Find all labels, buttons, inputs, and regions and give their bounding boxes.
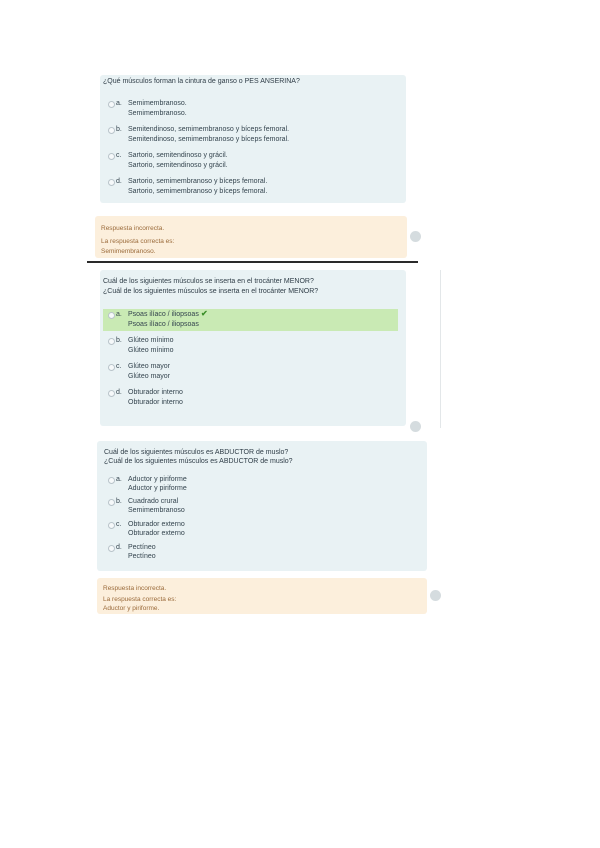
q1-option-b-radio[interactable] — [108, 127, 115, 134]
q2-option-d-radio[interactable] — [108, 390, 115, 397]
q1-feedback-status: Respuesta incorrecta. — [101, 225, 165, 232]
question-1-text: ¿Qué músculos forman la cintura de ganso o PES ANSERINA? — [103, 78, 300, 85]
q3-option-b-label[interactable]: Cuadrado crural — [128, 498, 179, 505]
flag-icon-2[interactable] — [410, 421, 421, 432]
flag-icon[interactable] — [410, 231, 421, 242]
q3-option-c-label[interactable]: Obturador externo — [128, 521, 185, 528]
q3-option-a-letter: a. — [116, 476, 122, 483]
q2-option-c-letter: c. — [116, 363, 122, 370]
q3-feedback-status: Respuesta incorrecta. — [103, 585, 167, 592]
q1-option-a-letter: a. — [116, 100, 122, 107]
q3-option-a-label-2: Aductor y piriforme — [128, 485, 187, 492]
q1-feedback-correct-label: La respuesta correcta es: — [101, 238, 175, 245]
q1-option-b-letter: b. — [116, 126, 122, 133]
q2-option-c-label-2: Glúteo mayor — [128, 373, 171, 380]
q2-option-b-radio[interactable] — [108, 338, 115, 345]
q2-option-a-letter: a. — [116, 311, 122, 318]
q1-option-a-label-2: Semimembranoso. — [128, 110, 187, 117]
q1-feedback-correct-answer: Semimembranoso. — [101, 248, 156, 255]
q3-option-d-label-2: Pectíneo — [128, 553, 156, 560]
q3-option-c-radio[interactable] — [108, 522, 115, 529]
q2-option-a-radio[interactable] — [108, 312, 115, 319]
q3-feedback-correct-label: La respuesta correcta es: — [103, 596, 177, 603]
q3-option-d-letter: d. — [116, 544, 122, 551]
q1-option-b-label-2: Semitendinoso, semimembranoso y bíceps femoral. — [128, 136, 290, 143]
question-3-text-2: ¿Cuál de los siguientes músculos es ABDUCTOR de muslo? — [104, 458, 293, 465]
q3-feedback-correct-answer: Aductor y piriforme. — [103, 605, 160, 612]
q2-option-c-radio[interactable] — [108, 364, 115, 371]
q3-option-b-radio[interactable] — [108, 499, 115, 506]
page-divider — [87, 261, 418, 263]
q1-option-c-letter: c. — [116, 152, 122, 159]
q2-option-b-label[interactable]: Glúteo mínimo — [128, 337, 174, 344]
q1-option-c-label-2: Sartorio, semitendinoso y grácil. — [128, 162, 228, 169]
q3-option-c-label-2: Obturador externo — [128, 530, 185, 537]
q2-option-c-label[interactable]: Glúteo mayor — [128, 363, 171, 370]
q2-option-d-letter: d. — [116, 389, 122, 396]
q2-option-d-label-2: Obturador interno — [128, 399, 183, 406]
q2-option-b-letter: b. — [116, 337, 122, 344]
question-2-text: Cuál de los siguientes músculos se inserta en el trocánter MENOR? — [103, 278, 314, 285]
scroll-divider — [440, 270, 441, 428]
q3-option-d-label[interactable]: Pectíneo — [128, 544, 156, 551]
q2-option-a-label-2: Psoas ilíaco / iliopsoas — [128, 321, 199, 328]
q2-option-d-label[interactable]: Obturador interno — [128, 389, 183, 396]
check-icon: ✔ — [201, 309, 208, 318]
q3-option-b-letter: b. — [116, 498, 122, 505]
q1-option-d-radio[interactable] — [108, 179, 115, 186]
q1-option-b-label[interactable]: Semitendinoso, semimembranoso y bíceps femoral. — [128, 126, 290, 133]
q2-option-b-label-2: Glúteo mínimo — [128, 347, 174, 354]
q3-option-b-label-2: Semimembranoso — [128, 507, 185, 514]
question-2-text-2: ¿Cuál de los siguientes músculos se inserta en el trocánter MENOR? — [103, 288, 319, 295]
q1-option-c-label[interactable]: Sartorio, semitendinoso y grácil. — [128, 152, 228, 159]
q3-option-a-label[interactable]: Aductor y piriforme — [128, 476, 187, 483]
question-3-text: Cuál de los siguientes músculos es ABDUCTOR de muslo? — [104, 449, 289, 456]
q3-option-d-radio[interactable] — [108, 545, 115, 552]
q1-option-c-radio[interactable] — [108, 153, 115, 160]
q1-option-a-label[interactable]: Semimembranoso. — [128, 100, 187, 107]
q3-option-a-radio[interactable] — [108, 477, 115, 484]
q2-option-a-label[interactable]: Psoas ilíaco / iliopsoas — [128, 311, 199, 318]
q1-option-d-label[interactable]: Sartorio, semimembranoso y bíceps femoral. — [128, 178, 268, 185]
q1-option-d-label-2: Sartorio, semimembranoso y bíceps femoral. — [128, 188, 268, 195]
q1-option-a-radio[interactable] — [108, 101, 115, 108]
q3-option-c-letter: c. — [116, 521, 122, 528]
q1-option-d-letter: d. — [116, 178, 122, 185]
flag-icon-3[interactable] — [430, 590, 441, 601]
